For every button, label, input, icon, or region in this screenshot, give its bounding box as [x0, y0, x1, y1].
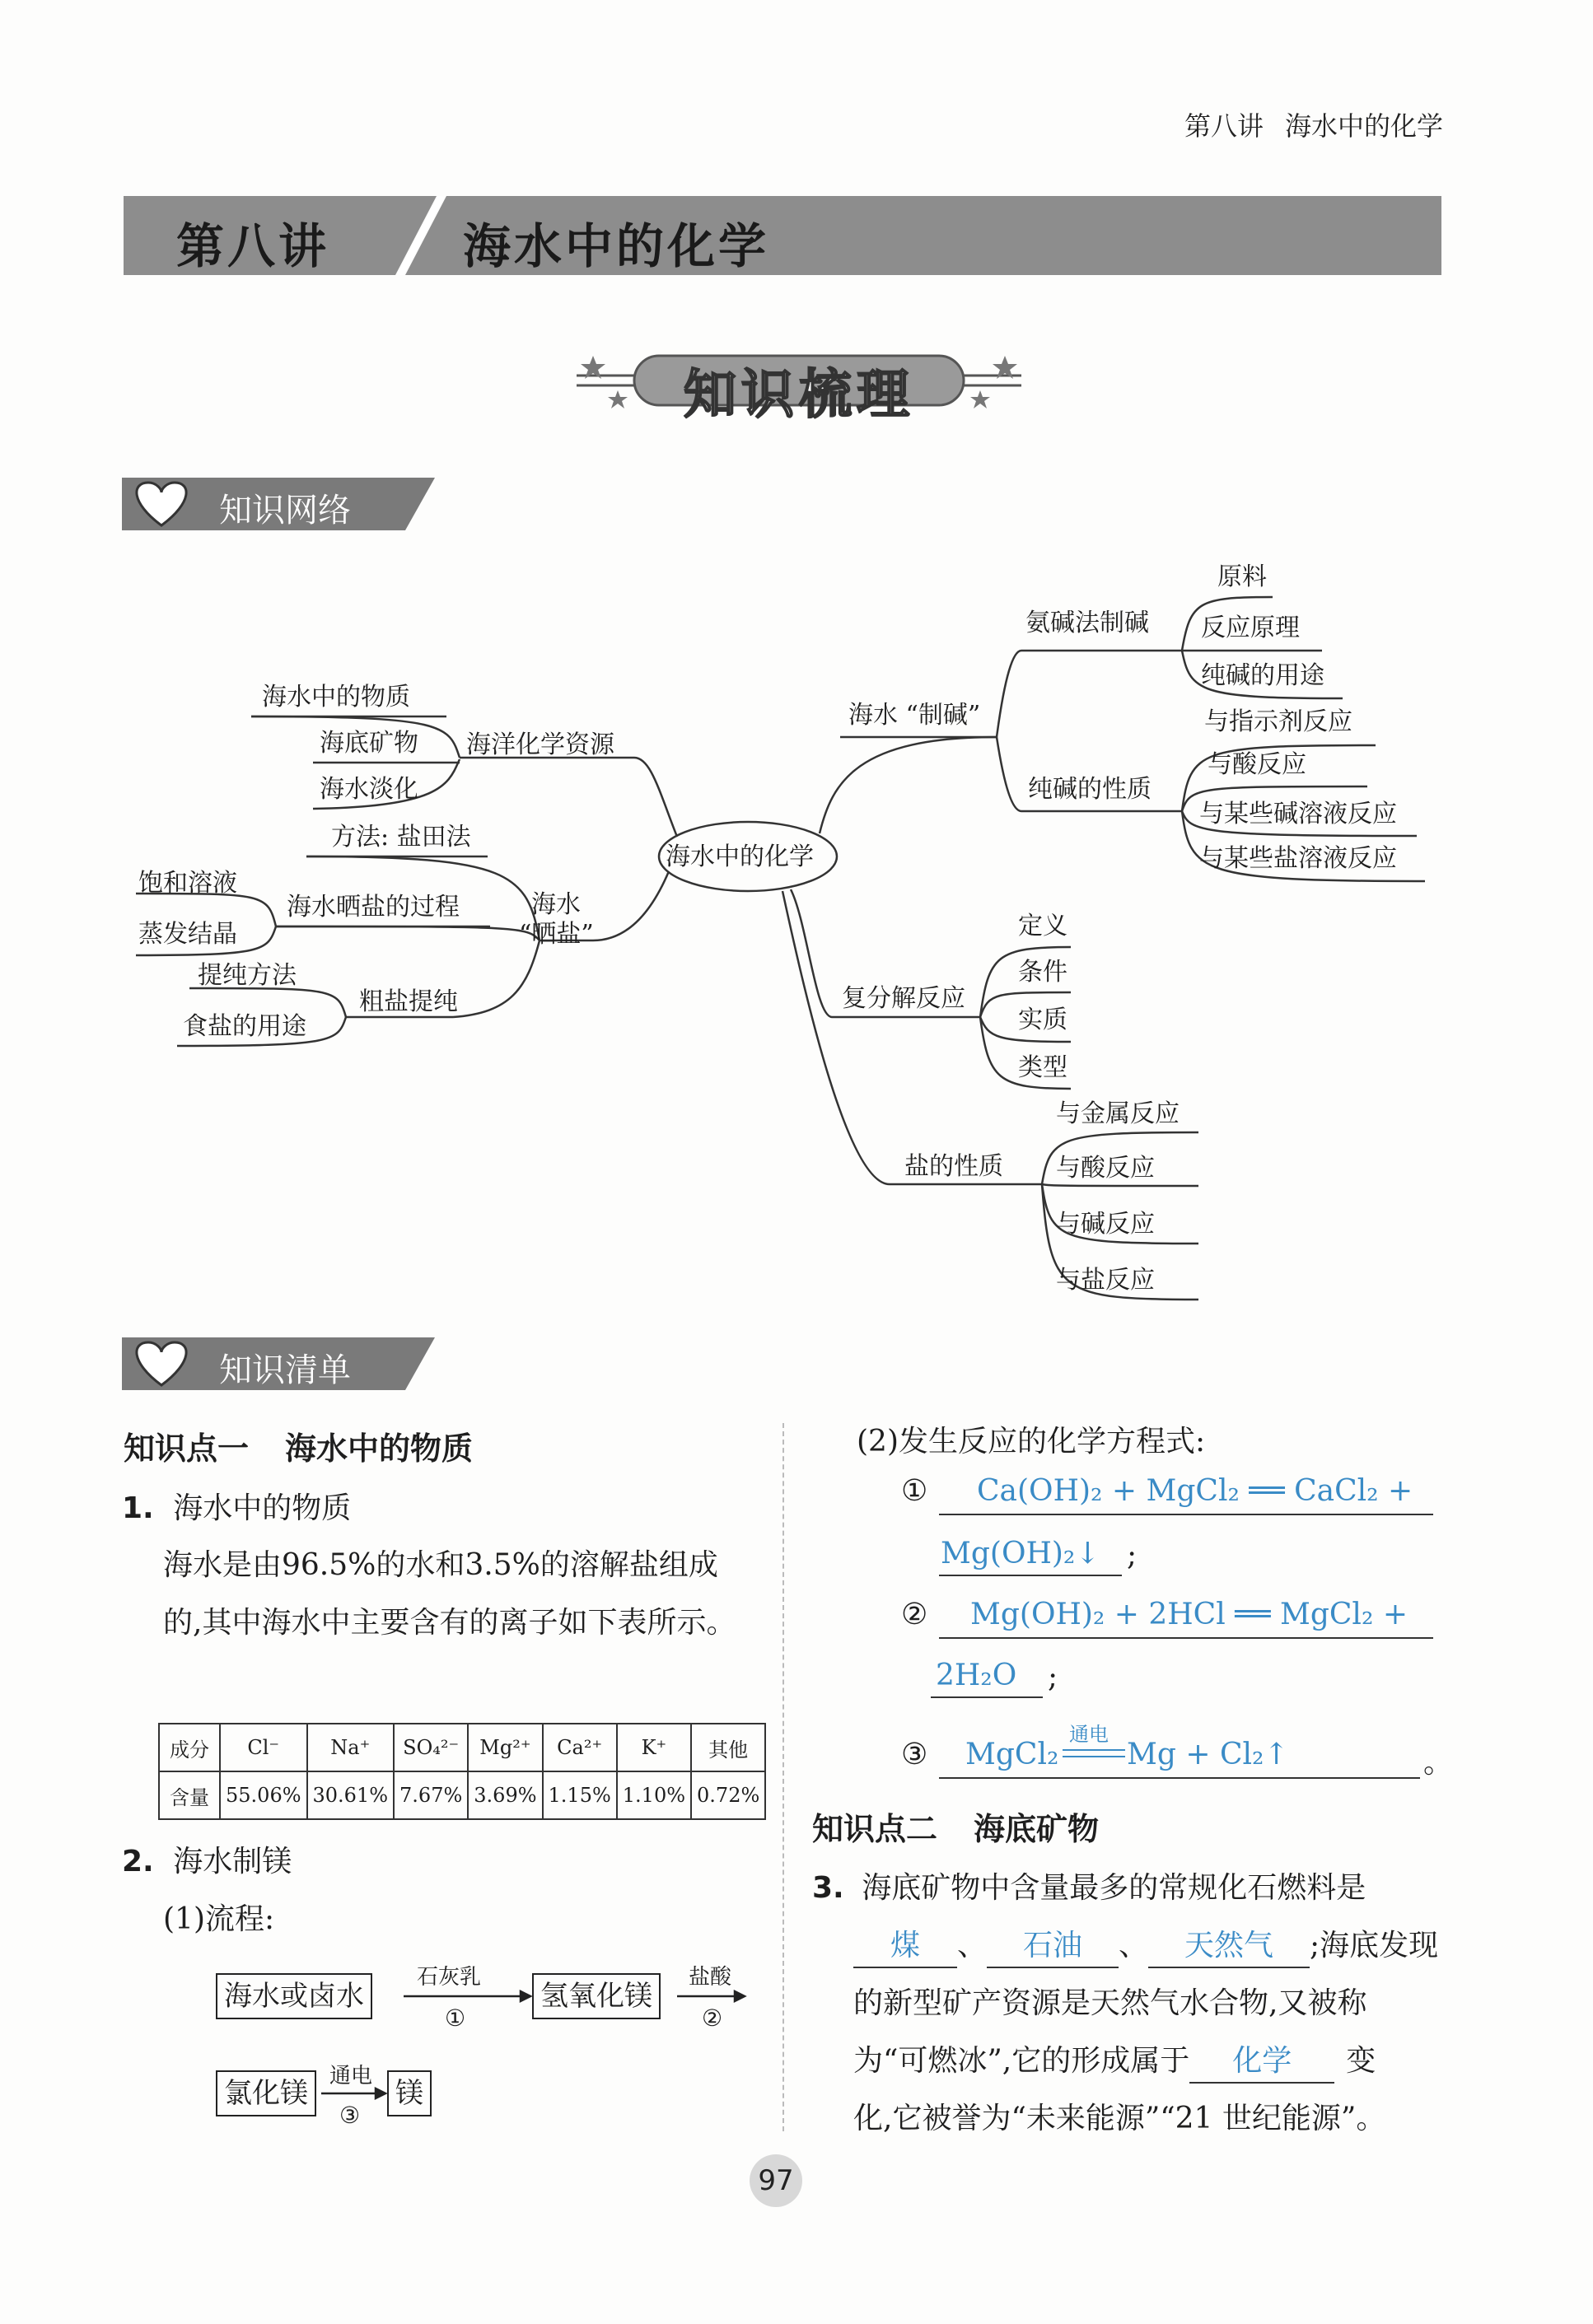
kp1-title-number: 知识点一	[124, 1430, 250, 1467]
kp1-item1-title: 海水中的物质	[173, 1491, 352, 1525]
mindmap-node-desalination: 海水淡化	[320, 775, 418, 804]
eq1-line1: Ca(OH)₂ + MgCl₂ ══ CaCl₂ +	[977, 1474, 1413, 1508]
mindmap-node-ammonia-soda: 氨碱法制碱	[1025, 609, 1149, 637]
eq1-line2: Mg(OH)₂↓	[941, 1537, 1100, 1570]
running-header-lecture: 第八讲	[1184, 110, 1264, 142]
kp2-title	[812, 1804, 1099, 1849]
eq1-underline2	[939, 1575, 1122, 1576]
kp2-item3-line4	[853, 2032, 1376, 2090]
eq3-end: 。	[1423, 1746, 1454, 1780]
ion-table-cell: 7.67%	[394, 1771, 468, 1819]
kp2-item3-text1: 海底矿物中含量最多的常规化石燃料是	[862, 1871, 1366, 1905]
eq2-underline2	[931, 1696, 1043, 1698]
kp2-text5: 变	[1346, 2044, 1376, 2078]
flow-step1: ①	[445, 2004, 466, 2032]
flow-box-mg-chloride: 氯化镁	[216, 2070, 316, 2116]
mindmap-node-salt-uses: 食盐的用途	[183, 1012, 306, 1041]
kp1-item2-num: 2.	[122, 1845, 154, 1878]
mindmap-node-definition: 定义	[1018, 912, 1067, 940]
kp2-sep1: 、	[957, 1929, 988, 1962]
mindmap-node-crude-salt: 粗盐提纯	[359, 987, 458, 1016]
mindmap-node-purify-method: 提纯方法	[198, 961, 297, 990]
flow-box-magnesium: 镁	[387, 2070, 432, 2116]
page-number: 97	[750, 2154, 802, 2207]
ion-table-cell: Cl⁻	[220, 1724, 307, 1771]
mindmap-node-salt-method: 方法: 盐田法	[331, 823, 471, 852]
flow-box-seawater: 海水或卤水	[216, 1973, 372, 2019]
eq3-num: ③	[901, 1738, 928, 1771]
section-tag-network-label: 知识网络	[219, 492, 351, 530]
kp2-sep2: 、	[1119, 1929, 1149, 1962]
ion-table-cell: 含量	[159, 1771, 220, 1819]
ion-table-cell: 55.06%	[220, 1771, 307, 1819]
eq2-end: ;	[1048, 1660, 1058, 1694]
flow-arrow3-label: 通电	[329, 2064, 373, 2088]
eq1-end: ;	[1127, 1538, 1138, 1572]
eq3-sign-bottom	[1063, 1756, 1125, 1757]
mindmap-node-condition: 条件	[1018, 958, 1067, 987]
mindmap-node-salt-acid: 与酸反应	[1056, 1154, 1155, 1183]
mindmap-node-salt-salt: 与盐反应	[1056, 1266, 1155, 1295]
eq2-line2: 2H₂O	[936, 1659, 1017, 1692]
kp2-blank-chemical: 化学	[1189, 2041, 1334, 2084]
mindmap-node-soda-indicator: 与指示剂反应	[1204, 707, 1352, 736]
running-header-topic: 海水中的化学	[1284, 110, 1443, 142]
mindmap-node-salt-label-2: “晒盐”	[519, 920, 594, 949]
flow-arrow1-label: 石灰乳	[417, 1965, 482, 1990]
eq2-underline1	[939, 1637, 1433, 1639]
ion-table-cell: SO₄²⁻	[394, 1724, 468, 1771]
kp2-item3-num: 3.	[812, 1871, 844, 1905]
mindmap-node-alkali: 海水 “制碱”	[848, 701, 981, 730]
kp2-blank-gas: 天然气	[1148, 1925, 1310, 1968]
mindmap-node-soda-uses: 纯碱的用途	[1201, 661, 1324, 690]
flow-step3: ③	[339, 2102, 361, 2129]
section-tag-list-label: 知识清单	[219, 1351, 351, 1389]
kp2-title-number: 知识点二	[812, 1811, 938, 1847]
chapter-title: 海水中的化学	[463, 218, 770, 274]
ion-table-cell: Ca²⁺	[543, 1724, 617, 1771]
ion-table-cell: Mg²⁺	[468, 1724, 542, 1771]
kp1-title-text: 海水中的物质	[285, 1430, 474, 1467]
kp2-text6: 化,它被誉为“未来能源”“21 世纪能源”。	[853, 2102, 1386, 2135]
banner-title: 知识梳理	[684, 365, 914, 426]
flow-box-mg-hydroxide: 氢氧化镁	[532, 1973, 661, 2019]
eq2-line1: Mg(OH)₂ + 2HCl ══ MgCl₂ +	[970, 1598, 1408, 1631]
eq3-condition: 通电	[1069, 1723, 1109, 1746]
kp2-text2: ;海底发现	[1310, 1929, 1439, 1962]
mindmap-node-saturated-solution: 饱和溶液	[138, 869, 237, 898]
mindmap-node-salt-metal: 与金属反应	[1056, 1099, 1180, 1128]
eq3-left: MgCl₂	[965, 1738, 1059, 1771]
mindmap-node-soda-base: 与某些碱溶液反应	[1199, 800, 1397, 828]
eq3-sign-top	[1063, 1749, 1125, 1751]
kp2-text3: 的新型矿产资源是天然气水合物,又被称	[853, 1986, 1367, 2020]
kp2-blank-oil: 石油	[987, 1925, 1119, 1968]
mindmap-node-seabed-minerals: 海底矿物	[320, 729, 418, 758]
mindmap-node-reaction-principle: 反应原理	[1201, 614, 1300, 642]
mindmap-node-evaporation: 蒸发结晶	[138, 920, 237, 949]
ion-table-cell: 1.10%	[617, 1771, 691, 1819]
eq1-underline1	[939, 1514, 1433, 1515]
eq2-num: ②	[901, 1598, 928, 1631]
rc-sub2: (2)发生反应的化学方程式:	[857, 1425, 1206, 1458]
eq3-underline	[939, 1777, 1420, 1779]
kp2-title-text: 海底矿物	[974, 1811, 1100, 1847]
ion-table-cell: 3.69%	[468, 1771, 542, 1819]
flow-arrow2-label: 盐酸	[689, 1965, 732, 1990]
mindmap-node-ocean-resources: 海洋化学资源	[466, 730, 614, 759]
chapter-number: 第八讲	[176, 218, 330, 274]
ion-table-cell: 1.15%	[543, 1771, 617, 1819]
eq1-num: ①	[901, 1474, 928, 1508]
kp1-item1-num: 1.	[122, 1491, 154, 1525]
kp1-item2-sub1: (1)流程:	[163, 1902, 275, 1936]
kp1-item1-text: 海水是由96.5%的水和3.5%的溶解盐组成的,其中海水中主要含有的离子如下表所示。	[163, 1548, 736, 1640]
mindmap-node-soda-acid: 与酸反应	[1208, 750, 1306, 779]
mindmap-node-raw-materials: 原料	[1217, 562, 1267, 591]
ion-table-cell: 其他	[691, 1724, 765, 1771]
mindmap-node-salt-properties: 盐的性质	[904, 1152, 1003, 1181]
mindmap-node-salt-base: 与碱反应	[1056, 1210, 1155, 1239]
kp1-item2-title: 海水制镁	[173, 1845, 292, 1878]
ion-table-cell: 成分	[159, 1724, 220, 1771]
eq3-right: Mg + Cl₂↑	[1127, 1738, 1289, 1771]
kp2-item3-line1	[812, 1860, 1366, 1917]
mindmap-node-essence: 实质	[1018, 1006, 1067, 1034]
kp2-item3-line2	[853, 1917, 1455, 1975]
mindmap-node-soda-props: 纯碱的性质	[1028, 775, 1152, 804]
kp2-blank-coal: 煤	[853, 1925, 957, 1968]
flow-step2: ②	[702, 2004, 723, 2032]
ion-table-cell: Na⁺	[307, 1724, 395, 1771]
ion-table-cell: 30.61%	[307, 1771, 395, 1819]
mindmap-node-double-decomp: 复分解反应	[842, 984, 965, 1013]
mindmap-node-salt-process: 海水晒盐的过程	[287, 893, 460, 922]
ion-table-cell: 0.72%	[691, 1771, 765, 1819]
mindmap-node-types: 类型	[1018, 1053, 1067, 1082]
kp2-text4: 为“可燃冰”,它的形成属于	[853, 2044, 1190, 2078]
ion-table-cell: K⁺	[617, 1724, 691, 1771]
mindmap-node-salt-label-1: 海水	[531, 890, 581, 919]
mindmap-center: 海水中的化学	[666, 842, 814, 871]
mindmap-node-soda-salt: 与某些盐溶液反应	[1199, 844, 1397, 873]
mindmap-node-sea-substances: 海水中的物质	[262, 683, 410, 712]
